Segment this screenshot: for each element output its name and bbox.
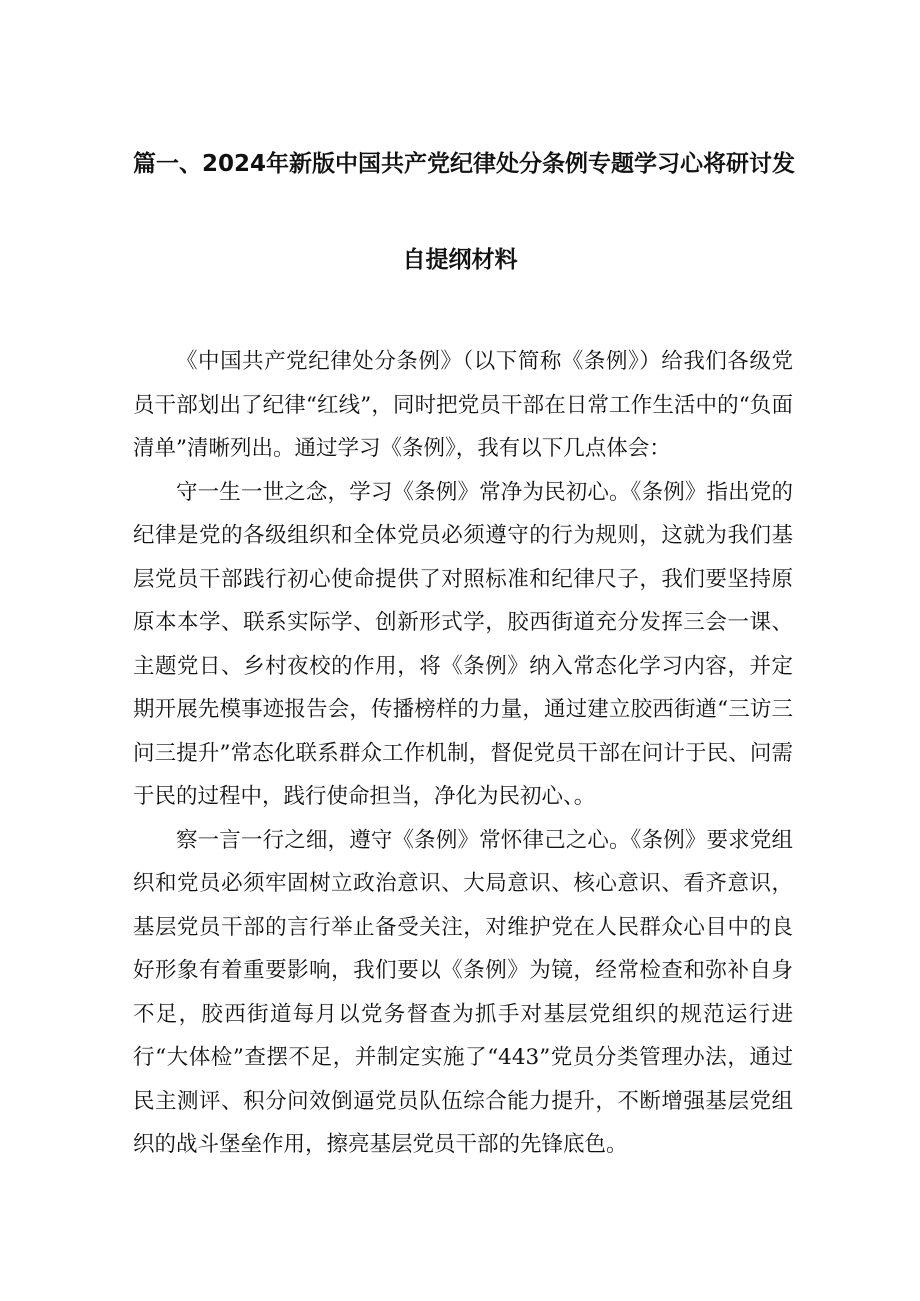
- document-title-line-1: 篇一、2024年新版中国共产党纪律处分条例专题学习心将研讨发: [133, 151, 796, 177]
- paragraph-section-2: 察一言一行之细，遵守《条例》常怀律己之心。《条例》要求党组织和党员必须牢固树立政治意识、大局意识、核心意识、看齐意识，基层党员干部的言行举止备受关注，对维护党在人民群众心目中的良好形象有着重要影响，我们要以《条例》为镜，经常检查和弥补自身不足，胶西街道每月以党务督查为抓手对基层党组织的规范运行进行“大体检”查摆不足，并制定实施了“443”党员分类管理办法，通过民主测评、积分问效倒逼党员队伍综合能力提升，不断增强基层党组织的战斗堡垒作用，擦亮基层党员干部的先锋底色。: [133, 827, 793, 1157]
- document-title-line-2: 自提纲材料: [402, 247, 518, 273]
- paragraph-section-1: 守一生一世之念，学习《条例》常净为民初心。《条例》指出党的纪律是党的各级组织和全体党员必须遵守的行为规则，这就为我们基层党员干部践行初心使命提供了对照标准和纪律尺子，我们要坚持原原本本学、联系实际学、创新形式学，胶西街道充分发挥三会一课、主题党日、乡村夜校的作用，将《条例》纳入常态化学习内容，并定期开展先模事迹报告会，传播榜样的力量，通过建立胶西街遒“三访三问三提升”常态化联系群众工作机制，督促党员干部在问计于民、问需于民的过程中，践行使命担当，净化为民初心、。: [133, 479, 793, 809]
- document-body: [133, 340, 793, 1167]
- paragraph-intro: 《中国共产党纪律处分条例》（以下简称《条例》）给我们各级党员干部划出了纪律“红线”，同时把党员干部在日常工作生活中的“负面清单”清晰列出。通过学习《条例》，我有以下几点体会：: [133, 349, 793, 461]
